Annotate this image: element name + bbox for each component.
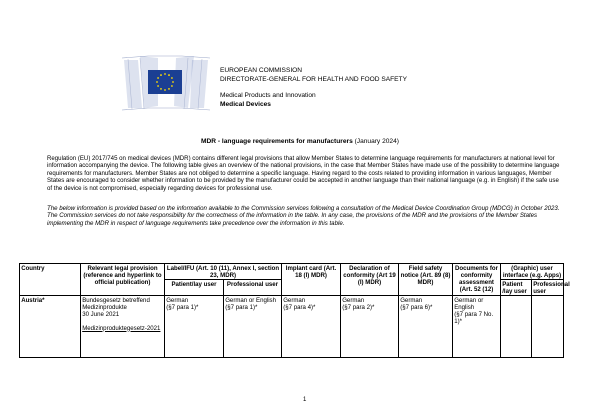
label-prof-ref: (§7 para 1)* xyxy=(225,303,258,311)
eu-star-icon xyxy=(172,81,174,83)
subheader-label-professional: Professional user xyxy=(224,280,282,296)
eu-star-icon xyxy=(156,81,158,83)
legal-hyperlink[interactable]: Medizinproduktegesetz-2021 xyxy=(82,324,161,332)
eu-star-icon xyxy=(157,77,159,79)
header-implant-card: Implant card (Art. 18 (I) MDR) xyxy=(282,264,341,296)
cell-legal-provision xyxy=(81,296,165,358)
intro-paragraph: Regulation (EU) 2017/745 on medical devices (MDR) contains different legal provisions that allow Member States to determine language requirements for manufacturers at national level for information accompanying the device. The following table gives an overview of the national provisions, in the case that Member States have made use of the possibility to determine language requirements for manufacturers. Member States are not obliged to determine a specific language. Having regard to the costs related to providing information in various languages, Member States are encouraged to consider whether information to be provided by the manufacturer could be accepted in another language than their national language (e.g. in English) if the safe use of the device is not compromised, especially regarding devices for professional use. xyxy=(47,155,560,192)
cell-declaration xyxy=(341,296,399,358)
unit-line-1: Medical Products and Innovation xyxy=(220,92,316,100)
cell-graphic-professional xyxy=(532,296,564,358)
title-date: (January 2024) xyxy=(354,138,399,145)
table-header-row xyxy=(20,264,564,280)
header-graphic-interface: (Graphic) user interface (e.g. Apps) xyxy=(501,264,564,280)
legal-name: Bundesgesetz betreffend Medizinprodukte xyxy=(82,296,150,311)
implant-lang: German xyxy=(283,296,306,304)
subheader-graphic-patient: Patient /lay user xyxy=(501,280,532,296)
org-line-1: EUROPEAN COMMISSION xyxy=(220,67,303,74)
header-legal-provision: Relevant legal provision (reference and hyperlink to official publication) xyxy=(81,264,165,296)
subheader-graphic-professional: Professional user xyxy=(533,280,570,295)
title-main: MDR - language requirements for manufacturers xyxy=(201,138,353,145)
cell-label-professional xyxy=(224,296,282,358)
unit-line-2: Medical Devices xyxy=(220,100,271,108)
header-block xyxy=(220,67,407,109)
table-row xyxy=(20,296,564,358)
decl-ref: (§7 para 2)* xyxy=(342,303,375,311)
header-documents: Documents for conformity assessment (Art. 52 (12) xyxy=(453,264,501,296)
cell-graphic-patient xyxy=(501,296,532,358)
docs-ref: (§7 para 7 No. 1)* xyxy=(454,310,494,325)
eu-star-icon xyxy=(164,89,166,91)
label-prof-lang: German or English xyxy=(225,296,276,304)
cell-country: Austria* xyxy=(20,296,81,358)
cell-implant-card xyxy=(282,296,341,358)
page-number: 1 xyxy=(303,397,307,403)
eu-star-icon xyxy=(171,85,173,87)
fsn-lang: German xyxy=(400,296,423,304)
header-label-ifu: Label/IFU (Art. 10 (11), Annex I, section 23, MDR) xyxy=(165,264,282,280)
eu-star-icon xyxy=(168,74,170,76)
legal-date: 30 June 2021 xyxy=(82,310,120,318)
eu-star-icon xyxy=(157,85,159,87)
eu-star-icon xyxy=(168,88,170,90)
subheader-label-patient: Patient/lay user xyxy=(165,280,224,296)
label-patient-lang: German xyxy=(166,296,189,304)
cell-documents xyxy=(453,296,501,358)
header-field-safety-notice: Field safety notice (Art. 89 (8) MDR) xyxy=(399,264,453,296)
eu-star-icon xyxy=(160,88,162,90)
disclaimer-paragraph: The below information is provided based on the information available to the Commission services following a consultation of the Medical Device Coordination Group (MDCG) in October 2023. The Commission services do not take responsibility for the correctness of the information in the table. In any case, the provisions of the MDR and the provisions of the Member States implementing the MDR in respect of language requirements take precedence over the information in this table. xyxy=(47,205,560,227)
fsn-ref: (§7 para 6)* xyxy=(400,303,433,311)
header-country: Country xyxy=(20,264,81,296)
eu-star-icon xyxy=(171,77,173,79)
header-declaration: Declaration of conformity (Art 19 (I) MDR) xyxy=(341,264,399,296)
cell-label-patient xyxy=(165,296,224,358)
org-line-2: DIRECTORATE-GENERAL FOR HEALTH AND FOOD SAFETY xyxy=(220,75,407,83)
document-title xyxy=(0,138,600,145)
language-requirements-table xyxy=(19,263,570,358)
implant-ref: (§7 para 4)* xyxy=(283,303,316,311)
cell-field-safety-notice xyxy=(399,296,453,358)
label-patient-ref: (§7 para 1)* xyxy=(166,303,199,311)
eu-star-icon xyxy=(164,73,166,75)
eu-star-icon xyxy=(160,74,162,76)
european-commission-logo xyxy=(118,56,212,112)
decl-lang: German xyxy=(342,296,365,304)
docs-lang: German or English xyxy=(454,296,484,311)
